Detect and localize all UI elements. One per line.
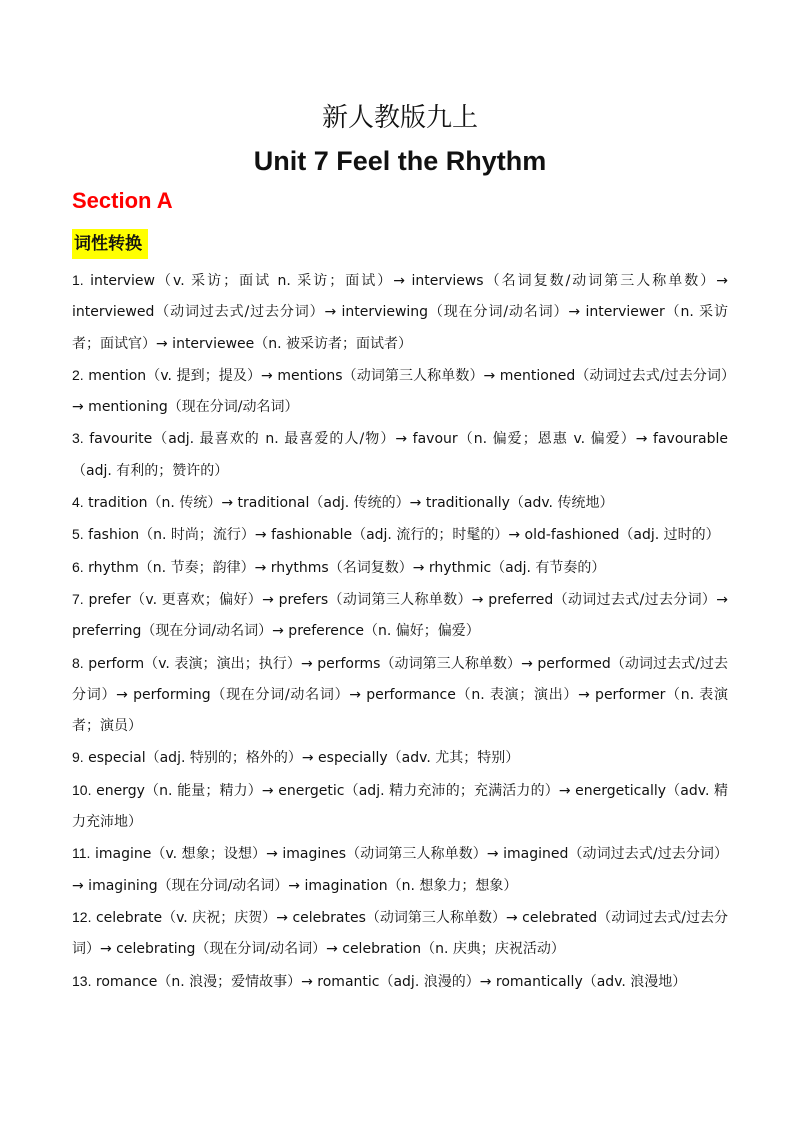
list-item xyxy=(72,742,728,774)
list-item xyxy=(72,487,728,519)
section-heading: Section A xyxy=(72,188,173,213)
item-text: celebrate（v. 庆祝；庆贺）→ celebrates（动词第三人称单数）→ celebrated（动词过去式/过去分词）→ celebrating（现在分词/动名词）→ celebration（n. 庆典；庆祝活动） xyxy=(72,909,728,958)
item-number: 8. xyxy=(72,654,84,671)
item-number: 9. xyxy=(72,749,84,766)
item-text: perform（v. 表演；演出；执行）→ performs（动词第三人称单数）→ performed（动词过去式/过去分词）→ performing（现在分词/动名词）→ performance（n. 表演；演出）→ performer（n. 表演者；演员） xyxy=(72,655,728,735)
item-number: 3. xyxy=(72,430,84,447)
list-item xyxy=(72,519,728,551)
list-item xyxy=(72,648,728,743)
list-item xyxy=(72,775,728,839)
item-number: 4. xyxy=(72,494,84,511)
item-text: prefer（v. 更喜欢；偏好）→ prefers（动词第三人称单数）→ preferred（动词过去式/过去分词）→ preferring（现在分词/动名词）→ preference（n. 偏好；偏爱） xyxy=(72,591,728,640)
item-number: 13. xyxy=(72,972,92,989)
list-item xyxy=(72,966,728,998)
item-text: rhythm（n. 节奏；韵律）→ rhythms（名词复数）→ rhythmic（adj. 有节奏的） xyxy=(88,559,606,576)
item-number: 6. xyxy=(72,558,84,575)
item-number: 5. xyxy=(72,526,84,543)
list-item xyxy=(72,838,728,902)
word-form-list xyxy=(72,265,728,998)
item-text: energy（n. 能量；精力）→ energetic（adj. 精力充沛的；充满活力的）→ energetically（adv. 精力充沛地） xyxy=(72,782,729,831)
document-title-unit: Unit 7 Feel the Rhythm xyxy=(253,146,547,176)
item-number: 7. xyxy=(72,590,84,607)
document-title-chinese: 新人教版九上 xyxy=(321,103,478,133)
list-item xyxy=(72,423,728,487)
item-text: imagine（v. 想象；设想）→ imagines（动词第三人称单数）→ imagined（动词过去式/过去分词）→ imagining（现在分词/动名词）→ imagination（n. 想象力；想象） xyxy=(72,846,728,894)
list-item xyxy=(72,902,728,966)
item-text: interview（v. 采访；面试 n. 采访；面试）→ interviews（名词复数/动词第三人称单数）→ interviewed（动词过去式/过去分词）→ interviewing（现在分词/动名词）→ interviewer（n. 采访者；面试官）→ interviewee（n. 被采访者；面试者） xyxy=(72,273,728,352)
subsection-heading-highlighted: 词性转换 xyxy=(72,229,148,259)
item-text: mention（v. 提到；提及）→ mentions（动词第三人称单数）→ mentioned（动词过去式/过去分词）→ mentioning（现在分词/动名词） xyxy=(72,367,729,416)
item-number: 1. xyxy=(72,272,84,288)
item-text: fashion（n. 时尚；流行）→ fashionable（adj. 流行的；时髦的）→ old-fashioned（adj. 过时的） xyxy=(88,527,720,544)
item-number: 12. xyxy=(72,908,92,925)
item-number: 10. xyxy=(72,781,92,798)
list-item xyxy=(72,552,728,584)
item-text: favourite（adj. 最喜欢的 n. 最喜爱的人/物）→ favour（n. 偏爱；恩惠 v. 偏爱）→ favourable（adj. 有利的；赞许的） xyxy=(72,431,728,479)
item-number: 2. xyxy=(72,366,84,383)
item-number: 11. xyxy=(72,845,91,862)
list-item xyxy=(72,360,728,424)
item-text: tradition（n. 传统）→ traditional（adj. 传统的）→ traditionally（adv. 传统地） xyxy=(88,495,614,512)
item-text: romance（n. 浪漫；爱情故事）→ romantic（adj. 浪漫的）→ romantically（adv. 浪漫地） xyxy=(95,973,687,990)
list-item xyxy=(72,584,728,648)
item-text: especial（adj. 特别的；格外的）→ especially（adv. 尤其；特别） xyxy=(88,750,520,767)
list-item xyxy=(72,265,728,360)
